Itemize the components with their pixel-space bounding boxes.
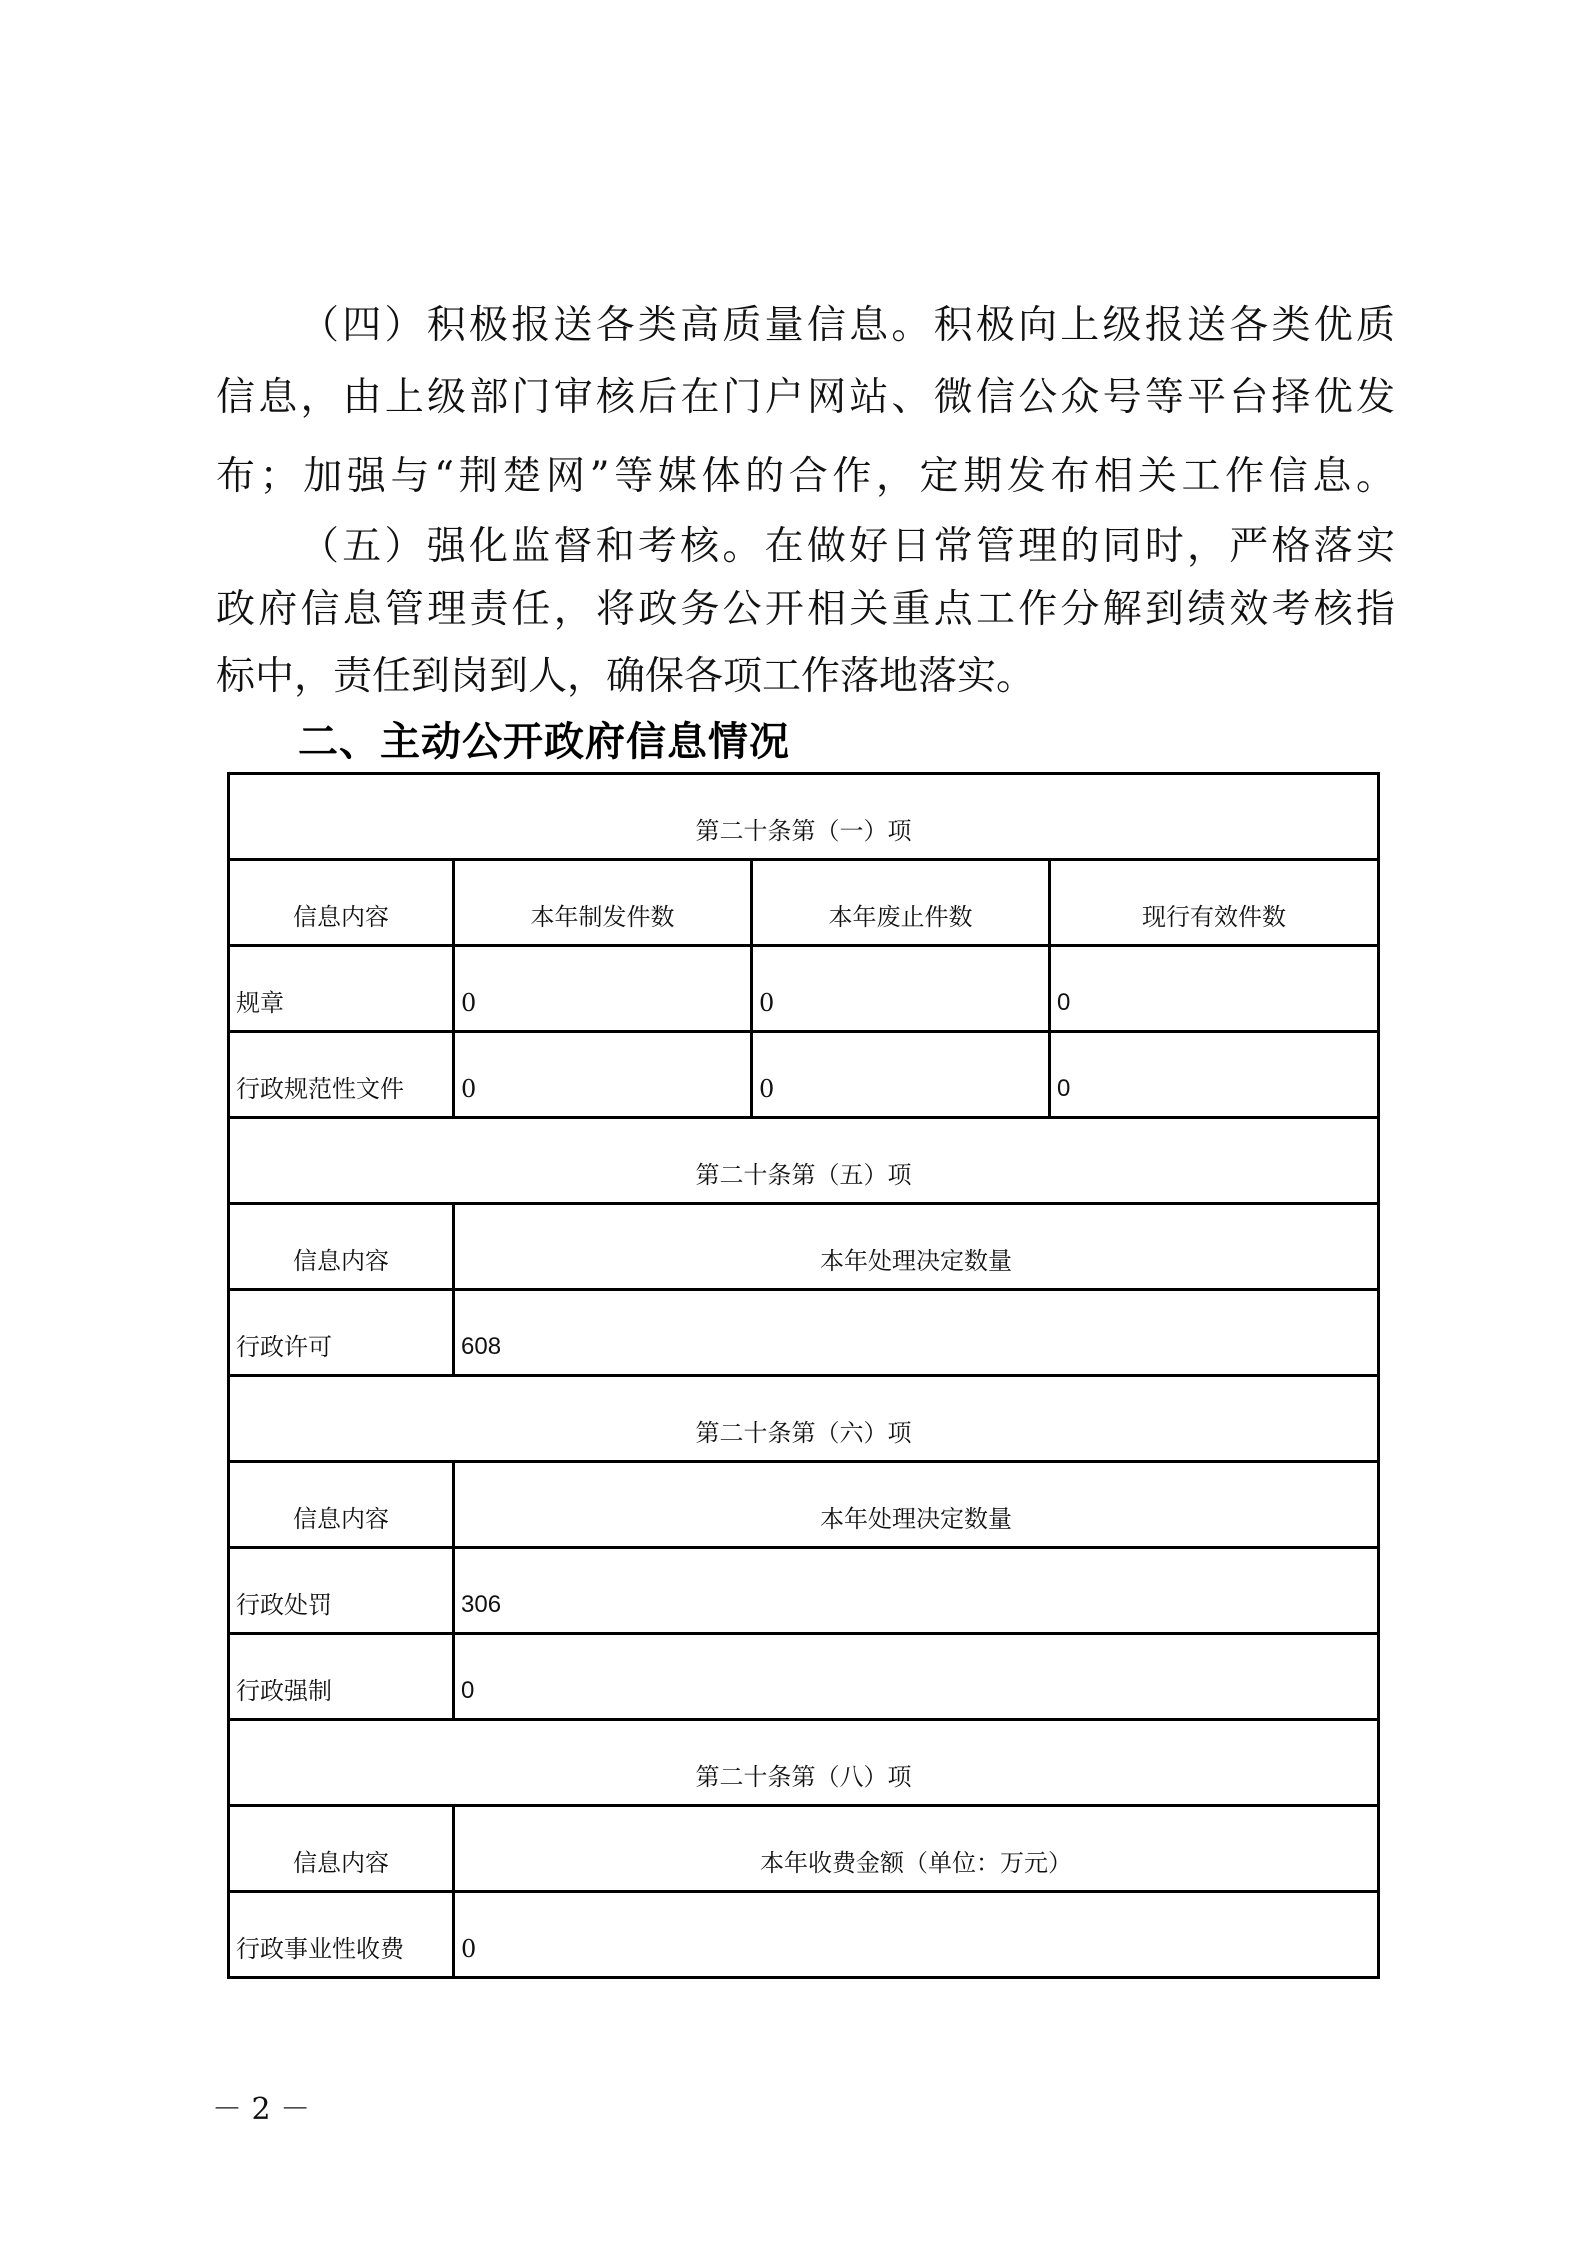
cell-value: 0 xyxy=(752,946,1050,1032)
header-info-content: 信息内容 xyxy=(229,1462,454,1548)
table-row xyxy=(229,1892,1379,1978)
header-abolished-count: 本年废止件数 xyxy=(752,860,1050,946)
header-decision-count: 本年处理决定数量 xyxy=(454,1204,1379,1290)
info-disclosure-table xyxy=(227,772,1380,1979)
row-label: 行政许可 xyxy=(229,1290,454,1376)
cell-value: 0 xyxy=(454,1032,752,1118)
section-6-title: 第二十条第（六）项 xyxy=(229,1376,1379,1462)
header-row xyxy=(229,1462,1379,1548)
cell-value: 0 xyxy=(1050,1032,1379,1118)
cell-value: 0 xyxy=(1050,946,1379,1032)
cell-value: 0 xyxy=(454,946,752,1032)
paragraph-5-line-1: （五）强化监督和考核。在做好日常管理的同时，严格落实 xyxy=(300,524,1395,569)
cell-value: 0 xyxy=(454,1892,1379,1978)
paragraph-4-line-3: 布；加强与“荆楚网”等媒体的合作，定期发布相关工作信息。 xyxy=(216,454,1395,499)
table-row xyxy=(229,946,1379,1032)
header-info-content: 信息内容 xyxy=(229,1806,454,1892)
page-number: － 2 － xyxy=(212,2092,311,2127)
section-title-row xyxy=(229,774,1379,860)
row-label: 行政规范性文件 xyxy=(229,1032,454,1118)
paragraph-5-line-3: 标中，责任到岗到人，确保各项工作落地落实。 xyxy=(216,654,1036,699)
header-info-content: 信息内容 xyxy=(229,860,454,946)
table-row xyxy=(229,1290,1379,1376)
cell-value: 306 xyxy=(454,1548,1379,1634)
section-heading: 二、主动公开政府信息情况 xyxy=(298,719,790,765)
paragraph-5-line-2: 政府信息管理责任，将政务公开相关重点工作分解到绩效考核指 xyxy=(216,587,1395,632)
header-fee-amount: 本年收费金额（单位：万元） xyxy=(454,1806,1379,1892)
paragraph-4-line-2: 信息，由上级部门审核后在门户网站、微信公众号等平台择优发 xyxy=(216,375,1395,420)
row-label: 规章 xyxy=(229,946,454,1032)
cell-value: 0 xyxy=(752,1032,1050,1118)
header-decision-count: 本年处理决定数量 xyxy=(454,1462,1379,1548)
row-label: 行政强制 xyxy=(229,1634,454,1720)
section-1-title: 第二十条第（一）项 xyxy=(229,774,1379,860)
header-row xyxy=(229,1806,1379,1892)
cell-value: 0 xyxy=(454,1634,1379,1720)
paragraph-4-line-1: （四）积极报送各类高质量信息。积极向上级报送各类优质 xyxy=(300,303,1395,348)
header-info-content: 信息内容 xyxy=(229,1204,454,1290)
section-title-row xyxy=(229,1720,1379,1806)
table-row xyxy=(229,1634,1379,1720)
table-row xyxy=(229,1032,1379,1118)
section-title-row xyxy=(229,1376,1379,1462)
cell-value: 608 xyxy=(454,1290,1379,1376)
section-5-title: 第二十条第（五）项 xyxy=(229,1118,1379,1204)
table-row xyxy=(229,1548,1379,1634)
row-label: 行政处罚 xyxy=(229,1548,454,1634)
section-title-row xyxy=(229,1118,1379,1204)
section-8-title: 第二十条第（八）项 xyxy=(229,1720,1379,1806)
header-issued-count: 本年制发件数 xyxy=(454,860,752,946)
header-effective-count: 现行有效件数 xyxy=(1050,860,1379,946)
header-row xyxy=(229,1204,1379,1290)
row-label: 行政事业性收费 xyxy=(229,1892,454,1978)
header-row xyxy=(229,860,1379,946)
